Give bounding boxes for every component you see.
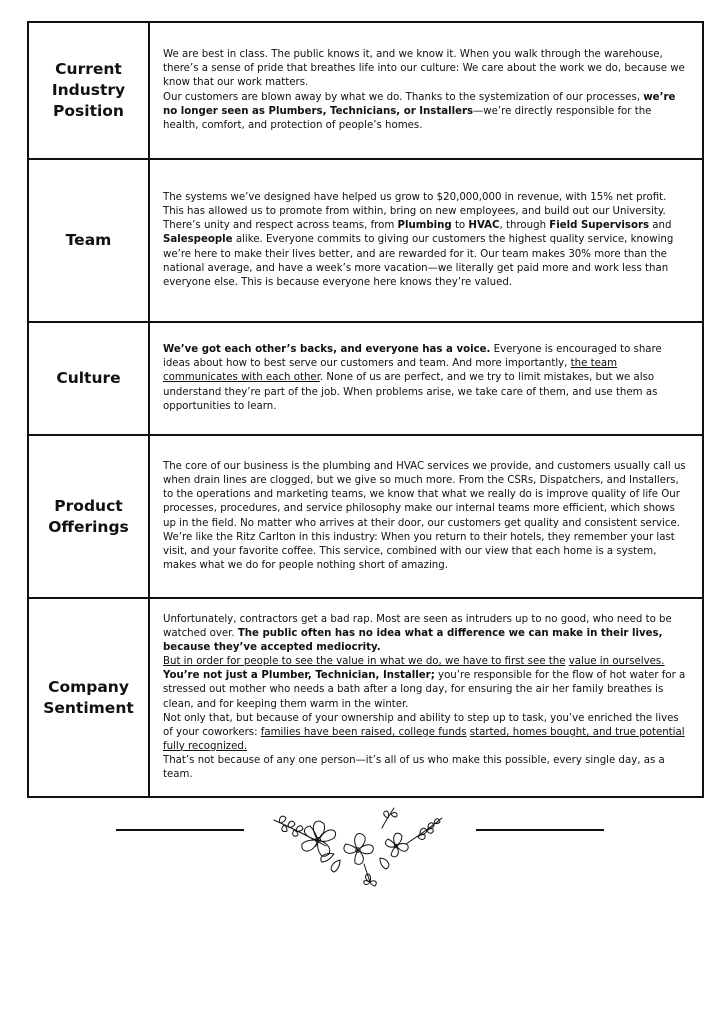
paragraph	[163, 669, 690, 711]
table-row	[29, 23, 702, 160]
row-label: Product Offerings	[29, 436, 150, 597]
paragraph	[163, 712, 690, 754]
bold-text: You’re not just a Plumber, Technician, Installer;	[163, 670, 435, 682]
text-run: The systems we’ve designed have helped us grow to $20,000,000 in revenue, with 15% net profit. This has allowed us to promote from within, bring on new employees, and build out our University.	[163, 192, 667, 218]
table-row	[29, 160, 702, 323]
row-label: Culture	[29, 323, 150, 434]
text-run: Everyone is encouraged to share ideas about how to best serve our customers and team. And more importantly,	[163, 344, 662, 370]
row-content	[150, 323, 702, 434]
bold-text: we’re no longer seen as Plumbers, Technicians, or Installers	[163, 91, 676, 117]
underlined-text: the team communicates with each other	[163, 358, 618, 384]
table-row	[29, 323, 702, 436]
paragraph	[163, 91, 690, 133]
paragraph	[163, 191, 690, 219]
row-content	[150, 23, 702, 158]
row-content	[150, 160, 702, 321]
text-run: The core of our business is the plumbing and HVAC services we provide, and customers usually call us when drain lines are clogged, but we give so much more. From the CSRs, Dispatchers, and Installers, to the operations and marketing teams, we know that what we really do is improve quality of life Our processes, procedures, and service philosophy make our internal teams more efficient, which shows up in the field. No matter who arrives at their door, our customers get quality and consistent service. We’re like the Ritz Carlton in this industry: When you return to their hotels, they remember your last visit, and your favorite coffee. This service, combined with our view that each home is a system, makes what we do for people nothing short of amazing.	[163, 461, 686, 571]
underlined-text: But in order for people to see the value in what we do, we have to first see the	[163, 656, 566, 668]
bold-text: The public often has no idea what a difference we can make in their lives, because they’ve accepted mediocrity.	[163, 628, 663, 654]
paragraph	[163, 613, 690, 655]
paragraph	[163, 460, 690, 573]
vision-table	[27, 21, 704, 798]
text-run: Not only that, but because of your ownership and ability to step up to task, you’ve enriched the lives of your coworkers:	[163, 712, 679, 738]
bold-text: Plumbing	[397, 220, 452, 232]
row-content	[150, 599, 702, 796]
text-run: —we’re directly responsible for the health, comfort, and protection of people’s homes.	[163, 105, 652, 131]
bold-text: We’ve got each other’s backs, and everyone has a voice.	[163, 344, 491, 356]
paragraph	[163, 48, 690, 90]
right-divider-line	[476, 829, 604, 831]
row-label: Team	[29, 160, 150, 321]
text-run: , through	[499, 220, 550, 232]
text-run: and	[649, 220, 672, 232]
floral-flourish-icon	[270, 806, 446, 890]
underlined-text: value in ourselves.	[568, 656, 665, 668]
text-run: We are best in class. The public knows it, and we know it. When you walk through the warehouse, there’s a sense of pride that breathes life into our culture: We care about the work we do, because we know that our work matters.	[163, 49, 685, 89]
left-divider-line	[116, 829, 244, 831]
text-run: Unfortunately, contractors get a bad rap. Most are seen as intruders up to no good, who need to be watched over.	[163, 613, 672, 640]
paragraph	[163, 655, 690, 669]
bold-text: HVAC	[468, 220, 500, 232]
table-row	[29, 599, 702, 796]
bold-text: Field Supervisors	[549, 220, 650, 232]
text-run: to	[451, 220, 469, 232]
underlined-text: started, homes bought, and true potential fully recognized.	[163, 726, 685, 752]
row-label: Company Sentiment	[29, 599, 150, 796]
text-run: That’s not because of any one person—it’s all of us who make this possible, every single day, as a team.	[163, 754, 665, 780]
text-run: alike. Everyone commits to giving our customers the highest quality service, knowing we’re here to make their lives better, and are rewarded for it. Our team makes 30% more than the national average, and have a week’s more vacation—we literally get paid more and work less than everyone else. This is because everyone here knows they’re valued.	[163, 234, 674, 288]
paragraph	[163, 754, 690, 782]
underlined-text: families have been raised, college funds	[260, 726, 467, 738]
table-row	[29, 436, 702, 599]
row-label: Current Industry Position	[29, 23, 150, 158]
paragraph	[163, 219, 690, 289]
paragraph	[163, 343, 690, 413]
text-run: . None of us are perfect, and we try to limit mistakes, but we also understand they’re part of the job. When problems arise, we take care of them, and use them as opportunities to learn.	[163, 372, 658, 412]
text-run: you’re responsible for the flow of hot water for a stressed out mother who needs a bath after a long day, for ensuring the air her family breathes is clean, and for keeping them warm in the winter.	[163, 670, 686, 710]
row-content	[150, 436, 702, 597]
text-run: Our customers are blown away by what we do. Thanks to the systemization of our processes,	[163, 91, 644, 103]
bold-text: Salespeople	[163, 234, 233, 246]
text-run: There’s unity and respect across teams, from	[163, 220, 398, 232]
